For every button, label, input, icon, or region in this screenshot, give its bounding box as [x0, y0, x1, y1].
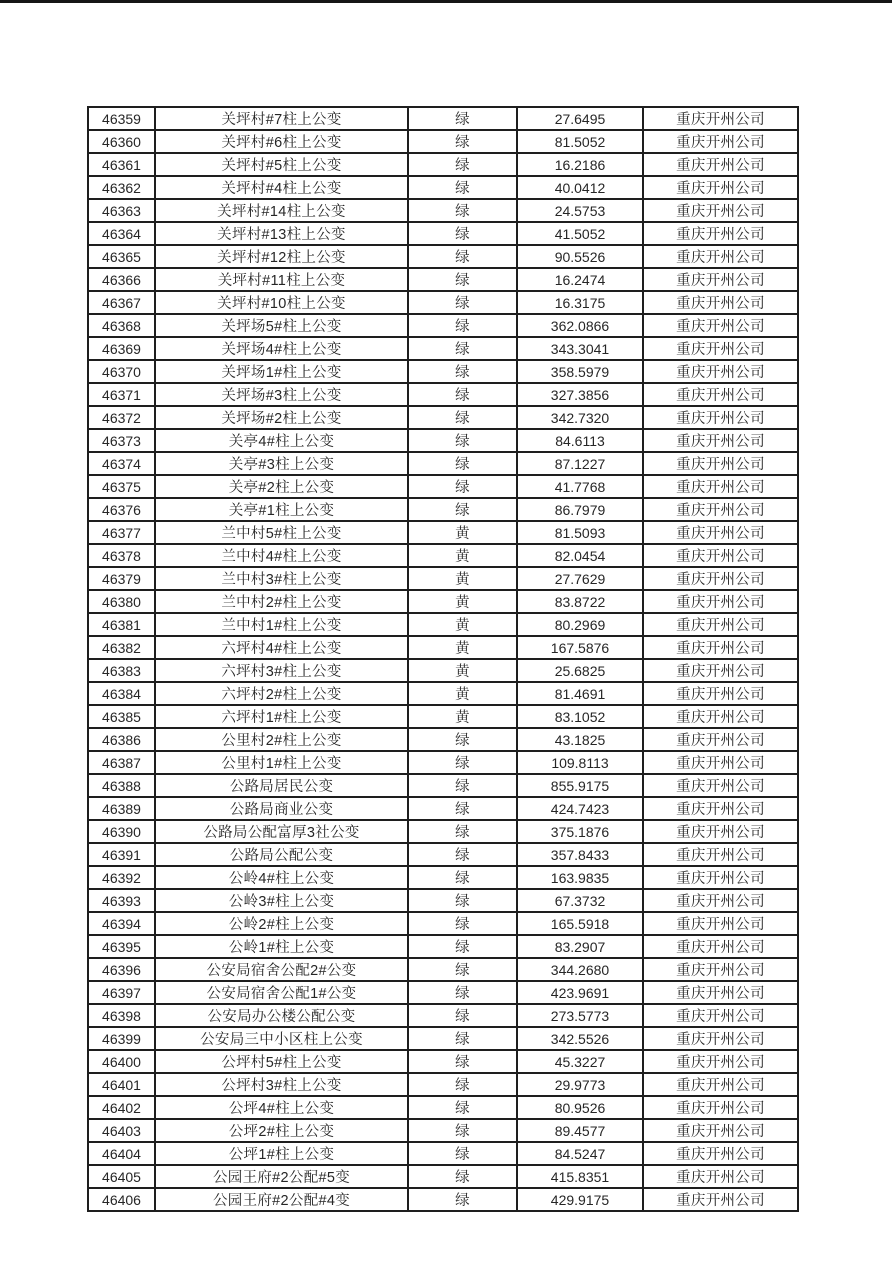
cell-company: 重庆开州公司: [643, 314, 798, 337]
cell-status: 绿: [408, 1027, 517, 1050]
cell-status: 黄: [408, 521, 517, 544]
cell-value: 41.7768: [517, 475, 643, 498]
transformer-table: [87, 106, 799, 1212]
cell-company: 重庆开州公司: [643, 406, 798, 429]
cell-status: 绿: [408, 935, 517, 958]
cell-id: 46375: [88, 475, 155, 498]
cell-status: 绿: [408, 245, 517, 268]
cell-status: 绿: [408, 107, 517, 130]
cell-company: 重庆开州公司: [643, 268, 798, 291]
cell-value: 81.5052: [517, 130, 643, 153]
cell-name: 公岭3#柱上公变: [155, 889, 408, 912]
cell-status: 绿: [408, 291, 517, 314]
cell-name: 关坪村#10柱上公变: [155, 291, 408, 314]
cell-company: 重庆开州公司: [643, 889, 798, 912]
cell-status: 绿: [408, 1142, 517, 1165]
table-row: [88, 659, 798, 682]
cell-id: 46377: [88, 521, 155, 544]
table-row: [88, 1073, 798, 1096]
cell-name: 关坪村#5柱上公变: [155, 153, 408, 176]
cell-value: 81.4691: [517, 682, 643, 705]
table-row: [88, 774, 798, 797]
cell-company: 重庆开州公司: [643, 797, 798, 820]
table-row: [88, 245, 798, 268]
table-row: [88, 751, 798, 774]
cell-status: 绿: [408, 452, 517, 475]
cell-value: 16.2474: [517, 268, 643, 291]
cell-id: 46390: [88, 820, 155, 843]
cell-status: 绿: [408, 314, 517, 337]
table-row: [88, 176, 798, 199]
cell-id: 46399: [88, 1027, 155, 1050]
cell-value: 86.7979: [517, 498, 643, 521]
cell-id: 46395: [88, 935, 155, 958]
cell-company: 重庆开州公司: [643, 1142, 798, 1165]
cell-id: 46400: [88, 1050, 155, 1073]
cell-id: 46401: [88, 1073, 155, 1096]
cell-value: 89.4577: [517, 1119, 643, 1142]
cell-id: 46363: [88, 199, 155, 222]
cell-value: 24.5753: [517, 199, 643, 222]
cell-id: 46372: [88, 406, 155, 429]
cell-status: 绿: [408, 1119, 517, 1142]
cell-value: 43.1825: [517, 728, 643, 751]
cell-company: 重庆开州公司: [643, 636, 798, 659]
cell-value: 83.8722: [517, 590, 643, 613]
table-row: [88, 866, 798, 889]
cell-value: 87.1227: [517, 452, 643, 475]
cell-company: 重庆开州公司: [643, 107, 798, 130]
cell-name: 公安局三中小区柱上公变: [155, 1027, 408, 1050]
cell-value: 109.8113: [517, 751, 643, 774]
cell-status: 绿: [408, 843, 517, 866]
cell-company: 重庆开州公司: [643, 705, 798, 728]
cell-company: 重庆开州公司: [643, 958, 798, 981]
cell-id: 46370: [88, 360, 155, 383]
cell-id: 46402: [88, 1096, 155, 1119]
cell-value: 80.9526: [517, 1096, 643, 1119]
cell-value: 415.8351: [517, 1165, 643, 1188]
cell-name: 公岭2#柱上公变: [155, 912, 408, 935]
cell-company: 重庆开州公司: [643, 981, 798, 1004]
cell-id: 46394: [88, 912, 155, 935]
cell-name: 关坪村#7柱上公变: [155, 107, 408, 130]
table-row: [88, 705, 798, 728]
cell-id: 46378: [88, 544, 155, 567]
cell-status: 绿: [408, 1165, 517, 1188]
table-row: [88, 1096, 798, 1119]
cell-name: 公安局办公楼公配公变: [155, 1004, 408, 1027]
table-body: [88, 107, 798, 1211]
cell-status: 绿: [408, 958, 517, 981]
cell-value: 167.5876: [517, 636, 643, 659]
table-row: [88, 475, 798, 498]
cell-value: 81.5093: [517, 521, 643, 544]
table-row: [88, 1004, 798, 1027]
cell-id: 46374: [88, 452, 155, 475]
table-row: [88, 797, 798, 820]
cell-name: 关坪村#11柱上公变: [155, 268, 408, 291]
cell-id: 46396: [88, 958, 155, 981]
cell-value: 342.5526: [517, 1027, 643, 1050]
cell-name: 公坪2#柱上公变: [155, 1119, 408, 1142]
cell-name: 兰中村2#柱上公变: [155, 590, 408, 613]
cell-name: 兰中村1#柱上公变: [155, 613, 408, 636]
table-row: [88, 199, 798, 222]
cell-name: 公安局宿舍公配1#公变: [155, 981, 408, 1004]
cell-id: 46367: [88, 291, 155, 314]
cell-value: 344.2680: [517, 958, 643, 981]
cell-value: 41.5052: [517, 222, 643, 245]
cell-company: 重庆开州公司: [643, 452, 798, 475]
cell-name: 公坪村3#柱上公变: [155, 1073, 408, 1096]
cell-name: 关坪场1#柱上公变: [155, 360, 408, 383]
cell-name: 公路局居民公变: [155, 774, 408, 797]
cell-value: 80.2969: [517, 613, 643, 636]
cell-status: 绿: [408, 268, 517, 291]
cell-value: 16.3175: [517, 291, 643, 314]
cell-company: 重庆开州公司: [643, 590, 798, 613]
cell-company: 重庆开州公司: [643, 774, 798, 797]
cell-id: 46406: [88, 1188, 155, 1211]
cell-status: 绿: [408, 406, 517, 429]
cell-company: 重庆开州公司: [643, 866, 798, 889]
cell-id: 46371: [88, 383, 155, 406]
cell-name: 公里村1#柱上公变: [155, 751, 408, 774]
cell-name: 关坪村#6柱上公变: [155, 130, 408, 153]
cell-company: 重庆开州公司: [643, 1050, 798, 1073]
cell-id: 46392: [88, 866, 155, 889]
cell-status: 绿: [408, 751, 517, 774]
table-row: [88, 567, 798, 590]
cell-id: 46383: [88, 659, 155, 682]
table-row: [88, 728, 798, 751]
cell-id: 46386: [88, 728, 155, 751]
cell-name: 关坪村#4柱上公变: [155, 176, 408, 199]
cell-name: 公岭1#柱上公变: [155, 935, 408, 958]
cell-status: 绿: [408, 774, 517, 797]
cell-name: 公安局宿舍公配2#公变: [155, 958, 408, 981]
cell-value: 83.1052: [517, 705, 643, 728]
cell-company: 重庆开州公司: [643, 544, 798, 567]
table-row: [88, 636, 798, 659]
cell-id: 46397: [88, 981, 155, 1004]
cell-name: 关亭#2柱上公变: [155, 475, 408, 498]
cell-id: 46362: [88, 176, 155, 199]
cell-value: 29.9773: [517, 1073, 643, 1096]
cell-value: 25.6825: [517, 659, 643, 682]
cell-name: 公园王府#2公配#5变: [155, 1165, 408, 1188]
cell-company: 重庆开州公司: [643, 728, 798, 751]
cell-id: 46366: [88, 268, 155, 291]
cell-value: 67.3732: [517, 889, 643, 912]
cell-name: 兰中村3#柱上公变: [155, 567, 408, 590]
cell-status: 黄: [408, 544, 517, 567]
table-row: [88, 521, 798, 544]
cell-name: 公园王府#2公配#4变: [155, 1188, 408, 1211]
cell-company: 重庆开州公司: [643, 613, 798, 636]
table-row: [88, 452, 798, 475]
cell-company: 重庆开州公司: [643, 1073, 798, 1096]
cell-id: 46368: [88, 314, 155, 337]
table-row: [88, 291, 798, 314]
cell-status: 黄: [408, 705, 517, 728]
cell-id: 46365: [88, 245, 155, 268]
cell-status: 绿: [408, 199, 517, 222]
cell-company: 重庆开州公司: [643, 912, 798, 935]
cell-company: 重庆开州公司: [643, 475, 798, 498]
cell-id: 46403: [88, 1119, 155, 1142]
table-row: [88, 889, 798, 912]
cell-value: 165.5918: [517, 912, 643, 935]
table-row: [88, 682, 798, 705]
cell-value: 84.5247: [517, 1142, 643, 1165]
cell-name: 公坪村5#柱上公变: [155, 1050, 408, 1073]
cell-name: 关亭#3柱上公变: [155, 452, 408, 475]
cell-company: 重庆开州公司: [643, 521, 798, 544]
cell-company: 重庆开州公司: [643, 245, 798, 268]
cell-status: 绿: [408, 889, 517, 912]
top-edge-bar: [0, 0, 892, 3]
cell-value: 342.7320: [517, 406, 643, 429]
cell-value: 163.9835: [517, 866, 643, 889]
cell-company: 重庆开州公司: [643, 843, 798, 866]
cell-value: 16.2186: [517, 153, 643, 176]
cell-id: 46376: [88, 498, 155, 521]
cell-name: 公路局公配富厚3社公变: [155, 820, 408, 843]
table-row: [88, 153, 798, 176]
cell-company: 重庆开州公司: [643, 130, 798, 153]
cell-id: 46364: [88, 222, 155, 245]
cell-value: 343.3041: [517, 337, 643, 360]
cell-name: 公路局商业公变: [155, 797, 408, 820]
table-row: [88, 1119, 798, 1142]
cell-company: 重庆开州公司: [643, 222, 798, 245]
cell-value: 362.0866: [517, 314, 643, 337]
cell-id: 46405: [88, 1165, 155, 1188]
cell-name: 六坪村4#柱上公变: [155, 636, 408, 659]
table-row: [88, 1050, 798, 1073]
cell-status: 绿: [408, 728, 517, 751]
table-row: [88, 498, 798, 521]
table-row: [88, 337, 798, 360]
cell-value: 327.3856: [517, 383, 643, 406]
cell-value: 358.5979: [517, 360, 643, 383]
cell-company: 重庆开州公司: [643, 1188, 798, 1211]
cell-id: 46359: [88, 107, 155, 130]
cell-name: 六坪村2#柱上公变: [155, 682, 408, 705]
table-row: [88, 590, 798, 613]
cell-name: 关坪村#14柱上公变: [155, 199, 408, 222]
table-row: [88, 406, 798, 429]
cell-status: 绿: [408, 981, 517, 1004]
cell-company: 重庆开州公司: [643, 1119, 798, 1142]
cell-name: 公坪1#柱上公变: [155, 1142, 408, 1165]
cell-status: 绿: [408, 1050, 517, 1073]
cell-status: 绿: [408, 1188, 517, 1211]
cell-status: 绿: [408, 1073, 517, 1096]
table-row: [88, 820, 798, 843]
cell-id: 46360: [88, 130, 155, 153]
cell-id: 46387: [88, 751, 155, 774]
cell-id: 46384: [88, 682, 155, 705]
cell-name: 关亭#1柱上公变: [155, 498, 408, 521]
cell-value: 45.3227: [517, 1050, 643, 1073]
cell-company: 重庆开州公司: [643, 153, 798, 176]
table-row: [88, 360, 798, 383]
cell-status: 绿: [408, 383, 517, 406]
cell-value: 855.9175: [517, 774, 643, 797]
cell-name: 六坪村1#柱上公变: [155, 705, 408, 728]
cell-value: 424.7423: [517, 797, 643, 820]
cell-status: 绿: [408, 475, 517, 498]
table-row: [88, 1165, 798, 1188]
cell-company: 重庆开州公司: [643, 429, 798, 452]
cell-company: 重庆开州公司: [643, 1096, 798, 1119]
cell-name: 关坪村#13柱上公变: [155, 222, 408, 245]
cell-name: 关坪场5#柱上公变: [155, 314, 408, 337]
table-row: [88, 1027, 798, 1050]
cell-value: 27.6495: [517, 107, 643, 130]
cell-value: 84.6113: [517, 429, 643, 452]
cell-status: 绿: [408, 498, 517, 521]
table-row: [88, 429, 798, 452]
cell-name: 六坪村3#柱上公变: [155, 659, 408, 682]
cell-status: 黄: [408, 682, 517, 705]
cell-status: 绿: [408, 176, 517, 199]
cell-name: 关坪村#12柱上公变: [155, 245, 408, 268]
table-row: [88, 130, 798, 153]
cell-status: 绿: [408, 912, 517, 935]
cell-company: 重庆开州公司: [643, 659, 798, 682]
cell-status: 绿: [408, 1096, 517, 1119]
cell-name: 公里村2#柱上公变: [155, 728, 408, 751]
cell-value: 375.1876: [517, 820, 643, 843]
table-row: [88, 383, 798, 406]
cell-value: 40.0412: [517, 176, 643, 199]
cell-id: 46381: [88, 613, 155, 636]
cell-status: 绿: [408, 130, 517, 153]
cell-company: 重庆开州公司: [643, 383, 798, 406]
table-row: [88, 1142, 798, 1165]
cell-id: 46382: [88, 636, 155, 659]
cell-id: 46379: [88, 567, 155, 590]
cell-value: 82.0454: [517, 544, 643, 567]
cell-value: 83.2907: [517, 935, 643, 958]
cell-company: 重庆开州公司: [643, 1165, 798, 1188]
cell-status: 黄: [408, 613, 517, 636]
cell-company: 重庆开州公司: [643, 1004, 798, 1027]
table-row: [88, 843, 798, 866]
cell-id: 46391: [88, 843, 155, 866]
cell-company: 重庆开州公司: [643, 567, 798, 590]
cell-company: 重庆开州公司: [643, 176, 798, 199]
cell-name: 兰中村5#柱上公变: [155, 521, 408, 544]
cell-id: 46369: [88, 337, 155, 360]
cell-status: 绿: [408, 820, 517, 843]
cell-id: 46398: [88, 1004, 155, 1027]
cell-status: 绿: [408, 866, 517, 889]
cell-value: 27.7629: [517, 567, 643, 590]
cell-id: 46373: [88, 429, 155, 452]
cell-company: 重庆开州公司: [643, 935, 798, 958]
table-row: [88, 268, 798, 291]
cell-company: 重庆开州公司: [643, 199, 798, 222]
cell-name: 公路局公配公变: [155, 843, 408, 866]
cell-name: 关亭4#柱上公变: [155, 429, 408, 452]
cell-status: 黄: [408, 636, 517, 659]
cell-name: 公岭4#柱上公变: [155, 866, 408, 889]
cell-value: 429.9175: [517, 1188, 643, 1211]
table-row: [88, 107, 798, 130]
cell-company: 重庆开州公司: [643, 498, 798, 521]
table-row: [88, 314, 798, 337]
cell-company: 重庆开州公司: [643, 291, 798, 314]
cell-id: 46385: [88, 705, 155, 728]
cell-status: 绿: [408, 222, 517, 245]
cell-company: 重庆开州公司: [643, 820, 798, 843]
table-row: [88, 1188, 798, 1211]
cell-name: 关坪场#2柱上公变: [155, 406, 408, 429]
cell-name: 关坪场4#柱上公变: [155, 337, 408, 360]
cell-status: 黄: [408, 567, 517, 590]
table-row: [88, 958, 798, 981]
cell-company: 重庆开州公司: [643, 1027, 798, 1050]
table-row: [88, 912, 798, 935]
cell-name: 关坪场#3柱上公变: [155, 383, 408, 406]
table-row: [88, 544, 798, 567]
cell-id: 46380: [88, 590, 155, 613]
cell-id: 46389: [88, 797, 155, 820]
cell-name: 公坪4#柱上公变: [155, 1096, 408, 1119]
table-row: [88, 981, 798, 1004]
cell-company: 重庆开州公司: [643, 337, 798, 360]
cell-company: 重庆开州公司: [643, 360, 798, 383]
cell-value: 423.9691: [517, 981, 643, 1004]
cell-value: 273.5773: [517, 1004, 643, 1027]
cell-status: 绿: [408, 429, 517, 452]
cell-company: 重庆开州公司: [643, 751, 798, 774]
table-row: [88, 613, 798, 636]
cell-status: 黄: [408, 659, 517, 682]
table-row: [88, 935, 798, 958]
cell-status: 黄: [408, 590, 517, 613]
cell-value: 357.8433: [517, 843, 643, 866]
table-row: [88, 222, 798, 245]
cell-value: 90.5526: [517, 245, 643, 268]
cell-company: 重庆开州公司: [643, 682, 798, 705]
cell-id: 46361: [88, 153, 155, 176]
cell-id: 46388: [88, 774, 155, 797]
cell-status: 绿: [408, 1004, 517, 1027]
cell-status: 绿: [408, 337, 517, 360]
cell-status: 绿: [408, 360, 517, 383]
cell-id: 46393: [88, 889, 155, 912]
cell-id: 46404: [88, 1142, 155, 1165]
cell-status: 绿: [408, 153, 517, 176]
cell-status: 绿: [408, 797, 517, 820]
cell-name: 兰中村4#柱上公变: [155, 544, 408, 567]
